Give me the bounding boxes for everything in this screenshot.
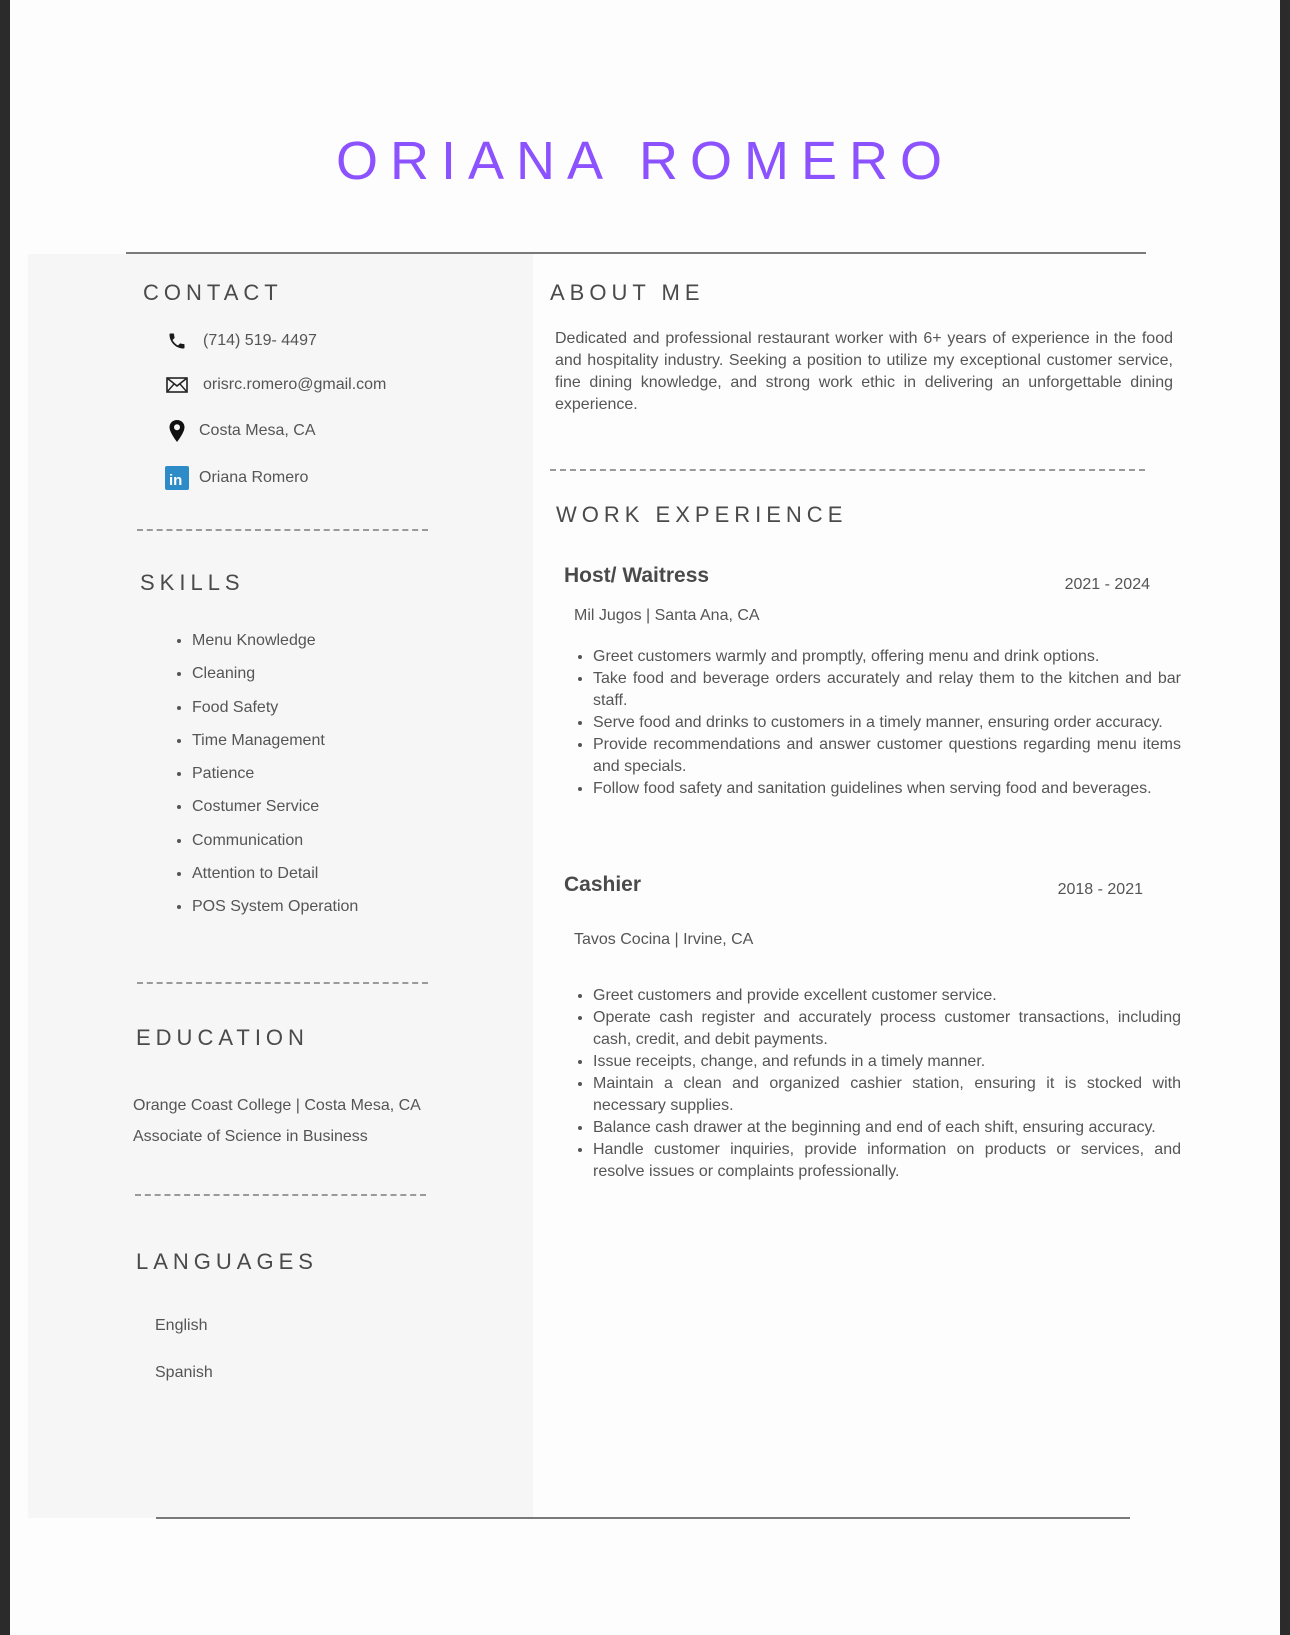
- job-bullet: • Balance cash drawer at the beginning and end of each shift, ensuring accuracy.: [593, 1117, 1181, 1139]
- skill-item: • Menu Knowledge: [192, 628, 358, 661]
- job-dates: 2021 - 2024: [1064, 576, 1150, 593]
- job-bullet: • Handle customer inquiries, provide information on products or services, and resolve issues or complaints professionally.: [593, 1139, 1181, 1183]
- language-item: Spanish: [155, 1364, 213, 1381]
- contact-location: [165, 419, 315, 443]
- job-dates: 2018 - 2021: [1057, 881, 1143, 898]
- job-bullet: • Provide recommendations and answer customer questions regarding menu items and specials.: [593, 734, 1181, 778]
- skill-item: • Time Management: [192, 728, 358, 761]
- education-degree: Associate of Science in Business: [133, 1128, 368, 1145]
- education-divider: [135, 1194, 426, 1196]
- phone-icon: [165, 329, 189, 353]
- envelope-icon: [165, 373, 189, 397]
- job-bullet: • Issue receipts, change, and refunds in a timely manner.: [593, 1051, 1181, 1073]
- skill-item: • Costumer Service: [192, 794, 358, 827]
- resume-page: [10, 0, 1280, 1635]
- job-bullet: • Maintain a clean and organized cashier station, ensuring it is stocked with necessary supplies.: [593, 1073, 1181, 1117]
- education-title: EDUCATION: [136, 1025, 309, 1050]
- email-address: orisrc.romero@gmail.com: [203, 376, 387, 393]
- work-title: WORK EXPERIENCE: [556, 502, 848, 527]
- linkedin-name: Oriana Romero: [199, 469, 309, 486]
- skills-divider: [137, 982, 428, 984]
- job-bullet: • Follow food safety and sanitation guidelines when serving food and beverages.: [593, 778, 1181, 800]
- languages-title: LANGUAGES: [136, 1249, 318, 1274]
- job-bullets: [561, 646, 1181, 800]
- skill-item: • Food Safety: [192, 695, 358, 728]
- job-bullet: • Serve food and drinks to customers in a timely manner, ensuring order accuracy.: [593, 712, 1181, 734]
- job-title: Cashier: [564, 873, 642, 896]
- contact-email: [165, 373, 386, 397]
- location-text: Costa Mesa, CA: [199, 422, 316, 439]
- about-title: ABOUT ME: [550, 280, 705, 305]
- education-school: Orange Coast College | Costa Mesa, CA: [133, 1097, 421, 1114]
- about-divider: [550, 469, 1145, 471]
- job-bullet: • Greet customers warmly and promptly, offering menu and drink options.: [593, 646, 1181, 668]
- job-bullet: • Take food and beverage orders accurately and relay them to the kitchen and bar staff.: [593, 668, 1181, 712]
- contact-phone: [165, 329, 317, 353]
- job-bullets: [561, 985, 1181, 1183]
- location-pin-icon: [165, 419, 189, 443]
- job-bullet: • Greet customers and provide excellent customer service.: [593, 985, 1181, 1007]
- contact-divider: [137, 529, 428, 531]
- linkedin-icon: [165, 466, 189, 490]
- skill-item: • POS System Operation: [192, 894, 358, 927]
- job-title: Host/ Waitress: [564, 564, 710, 587]
- job-place: Mil Jugos | Santa Ana, CA: [574, 607, 760, 624]
- job-place: Tavos Cocina | Irvine, CA: [574, 931, 754, 948]
- job-bullet: • Operate cash register and accurately process customer transactions, including cash, credit, and debit payments.: [593, 1007, 1181, 1051]
- language-item: English: [155, 1317, 208, 1334]
- candidate-name: ORIANA ROMERO: [335, 131, 955, 191]
- contact-linkedin[interactable]: [165, 466, 308, 490]
- skill-item: • Cleaning: [192, 661, 358, 694]
- skill-item: • Attention to Detail: [192, 861, 358, 894]
- top-rule: [126, 252, 1146, 254]
- skills-list: [160, 628, 358, 928]
- contact-title: CONTACT: [143, 280, 283, 305]
- skills-title: SKILLS: [140, 570, 245, 595]
- skill-item: • Communication: [192, 828, 358, 861]
- skill-item: • Patience: [192, 761, 358, 794]
- svg-text:in: in: [169, 472, 183, 489]
- bottom-rule: [156, 1517, 1130, 1519]
- about-text: Dedicated and professional restaurant worker with 6+ years of experience in the food and hospitality industry. Seeking a position to utilize my exceptional customer service, fine dining knowledge, and strong work ethic in delivering an unforgettable dining experience.: [555, 330, 1173, 413]
- phone-number: (714) 519- 4497: [203, 332, 317, 349]
